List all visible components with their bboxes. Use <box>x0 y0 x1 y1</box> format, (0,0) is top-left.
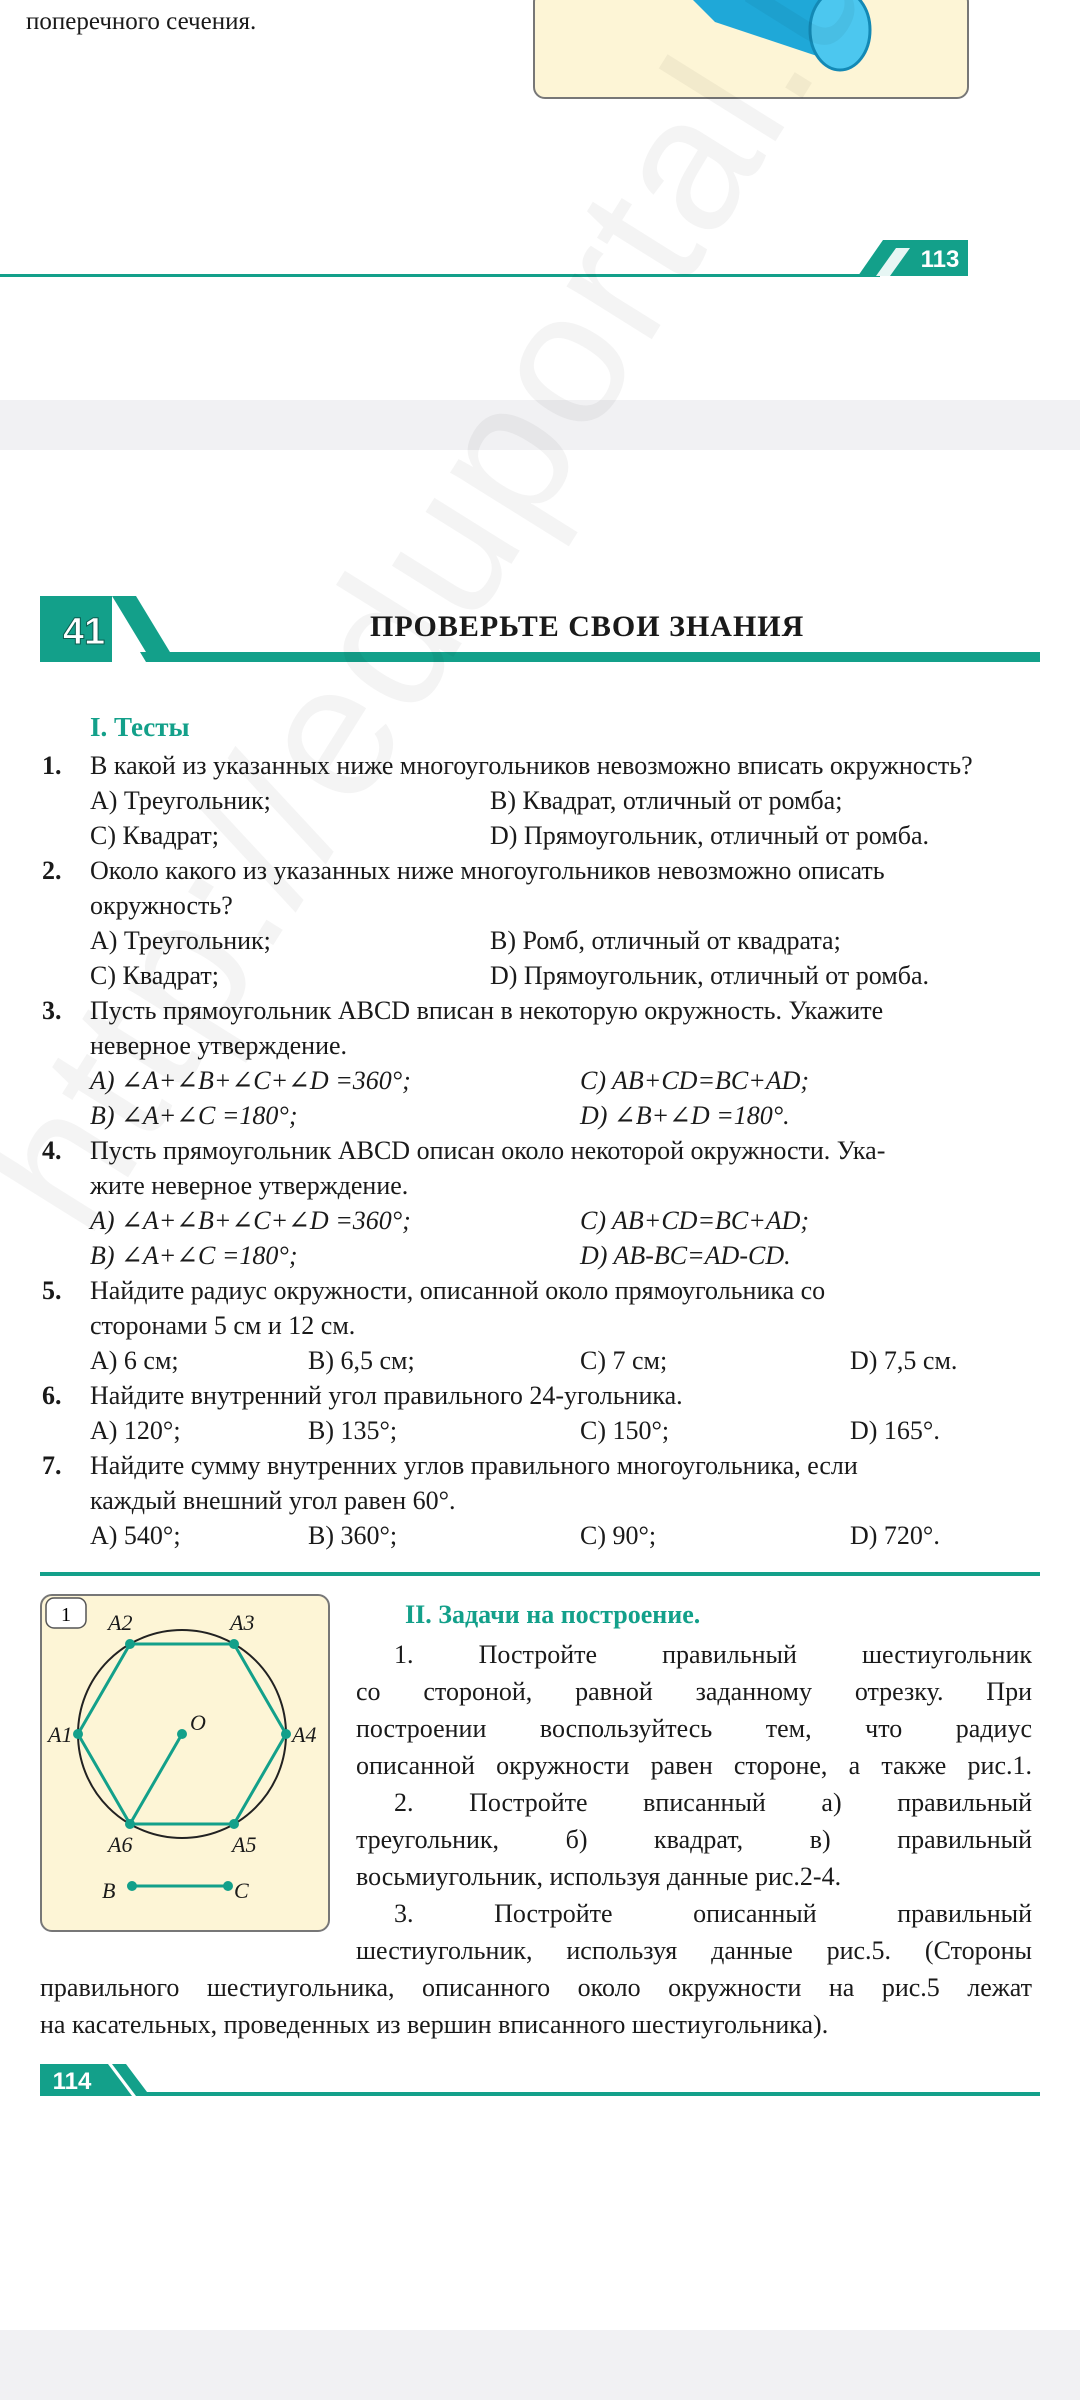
option-d: D) 720°. <box>850 1521 940 1550</box>
question-number: 1. <box>42 751 62 780</box>
figure-1 <box>40 1594 330 1932</box>
task-3-line-3: правильного шестиугольника, описанного около окружности на рис.5 лежат <box>40 1973 1032 2002</box>
question-number: 7. <box>42 1451 62 1480</box>
option-a: A) 120°; <box>90 1416 181 1445</box>
option-a: A) 540°; <box>90 1521 181 1550</box>
page-number-badge-113 <box>838 238 968 278</box>
question-text-line-1: Найдите радиус окружности, описанной около прямоугольника со <box>90 1276 826 1305</box>
task-2-line-2: треугольник, б) квадрат, в) правильный <box>356 1825 1032 1854</box>
cylinder-illustration <box>535 0 967 97</box>
option-b: B) ∠A+∠C =180°; <box>90 1241 298 1270</box>
option-c: C) 90°; <box>580 1521 657 1550</box>
question-text-line-2: сторонами 5 см и 12 см. <box>90 1311 356 1340</box>
option-a: A) 6 см; <box>90 1346 179 1375</box>
question-text: Найдите внутренний угол правильного 24-угольника. <box>90 1381 683 1410</box>
radius-line <box>130 1734 182 1824</box>
option-a: A) ∠A+∠B+∠C+∠D =360°; <box>90 1066 411 1095</box>
caption-text: поперечного сечения. <box>26 8 257 35</box>
option-a: A) Треугольник; <box>90 786 271 815</box>
question-number: 6. <box>42 1381 62 1410</box>
question-text-line-1: Пусть прямоугольник ABCD вписан в некоторую окружность. Укажите <box>90 996 884 1025</box>
option-a: A) ∠A+∠B+∠C+∠D =360°; <box>90 1206 411 1235</box>
option-d: D) AB-BC=AD-CD. <box>580 1241 791 1270</box>
hexagon-figure <box>42 1596 328 1930</box>
question-text-line-2: каждый внешний угол равен 60°. <box>90 1486 456 1515</box>
task-2-line-3: восьмиугольник, используя данные рис.2-4. <box>356 1862 842 1891</box>
question-text-line-2: жите неверное утверждение. <box>90 1171 409 1200</box>
page-number-badge-114 <box>40 2062 1040 2102</box>
option-d: D) Прямоугольник, отличный от ромба. <box>490 821 929 850</box>
question-number: 2. <box>42 856 62 885</box>
page-gap <box>0 400 1080 450</box>
option-d: D) 165°. <box>850 1416 940 1445</box>
question-text-line-1: Пусть прямоугольник ABCD описан около некоторой окружности. Ука- <box>90 1136 886 1165</box>
page-gap-bottom <box>0 2330 1080 2400</box>
question-text-line-1: Около какого из указанных ниже многоугольников невозможно описать <box>90 856 885 885</box>
figure-labels <box>46 1610 316 1903</box>
option-c: C) 150°; <box>580 1416 670 1445</box>
question-number: 4. <box>42 1136 62 1165</box>
figure-number: 1 <box>61 1604 71 1626</box>
page-number-113: 113 <box>920 246 960 273</box>
construction-text-full <box>40 1969 1032 2043</box>
construction-heading: II. Задачи на построение. <box>405 1600 701 1629</box>
question-text-line-2: окружность? <box>90 891 233 920</box>
option-c: C) AB+CD=BC+AD; <box>580 1206 810 1235</box>
svg-text:A3: A3 <box>230 1610 255 1635</box>
question-text-line-2: неверное утверждение. <box>90 1031 348 1060</box>
svg-text:A4: A4 <box>292 1722 317 1747</box>
svg-text:A1: A1 <box>48 1722 73 1747</box>
task-2-line-1: 2. Постройте вписанный а) правильный <box>394 1788 1032 1817</box>
option-d: D) Прямоугольник, отличный от ромба. <box>490 961 929 990</box>
task-1-line-1: 1. Постройте правильный шестиугольник <box>394 1640 1032 1669</box>
cylinder-figure <box>533 0 969 99</box>
question-number: 3. <box>42 996 62 1025</box>
section-divider <box>40 1572 1040 1576</box>
svg-text:C: C <box>234 1878 249 1903</box>
option-b: B) Ромб, отличный от квадрата; <box>490 926 841 955</box>
option-a: A) Треугольник; <box>90 926 271 955</box>
page-113-rule <box>0 274 880 277</box>
task-1-line-3: построении воспользуйтесь тем, что радиус <box>356 1714 1032 1743</box>
option-c: C) Квадрат; <box>90 821 219 850</box>
svg-text:A2: A2 <box>108 1610 133 1635</box>
section-number: 41 <box>62 611 106 653</box>
option-d: D) ∠B+∠D =180°. <box>580 1101 790 1130</box>
task-3-line-4: на касательных, проведенных из вершин вписанного шестиугольника). <box>40 2010 829 2039</box>
tests-heading: I. Тесты <box>90 712 190 742</box>
question-text: В какой из указанных ниже многоугольников невозможно вписать окружность? <box>90 751 973 780</box>
option-c: C) Квадрат; <box>90 961 219 990</box>
option-b: B) Квадрат, отличный от ромба; <box>490 786 843 815</box>
question-text-line-1: Найдите сумму внутренних углов правильного многоугольника, если <box>90 1451 858 1480</box>
svg-text:O: O <box>190 1710 206 1735</box>
page-number-114: 114 <box>52 2068 92 2095</box>
task-3-line-1: 3. Постройте описанный правильный <box>394 1899 1032 1928</box>
svg-text:B: B <box>102 1878 116 1903</box>
option-c: C) AB+CD=BC+AD; <box>580 1066 810 1095</box>
option-c: C) 7 см; <box>580 1346 668 1375</box>
task-3-line-2: шестиугольник, используя данные рис.5. (Стороны <box>356 1936 1032 1965</box>
question-number: 5. <box>42 1276 62 1305</box>
svg-text:A6: A6 <box>108 1832 133 1857</box>
task-1-line-4: описанной окружности равен стороне, а также рис.1. <box>356 1751 1032 1780</box>
top-page <box>0 0 1080 400</box>
option-b: B) 6,5 см; <box>308 1346 415 1375</box>
option-b: B) 135°; <box>308 1416 398 1445</box>
option-d: D) 7,5 см. <box>850 1346 958 1375</box>
task-1-line-2: со стороной, равной заданному отрезку. При <box>356 1677 1032 1706</box>
hexagon-vertices <box>73 1639 291 1829</box>
section-title: ПРОВЕРЬТЕ СВОИ ЗНАНИЯ <box>370 610 805 643</box>
option-b: B) ∠A+∠C =180°; <box>90 1101 298 1130</box>
main-page <box>0 450 1080 2330</box>
svg-text:A5: A5 <box>232 1832 257 1857</box>
construction-text <box>356 1636 1032 1969</box>
option-b: B) 360°; <box>308 1521 398 1550</box>
